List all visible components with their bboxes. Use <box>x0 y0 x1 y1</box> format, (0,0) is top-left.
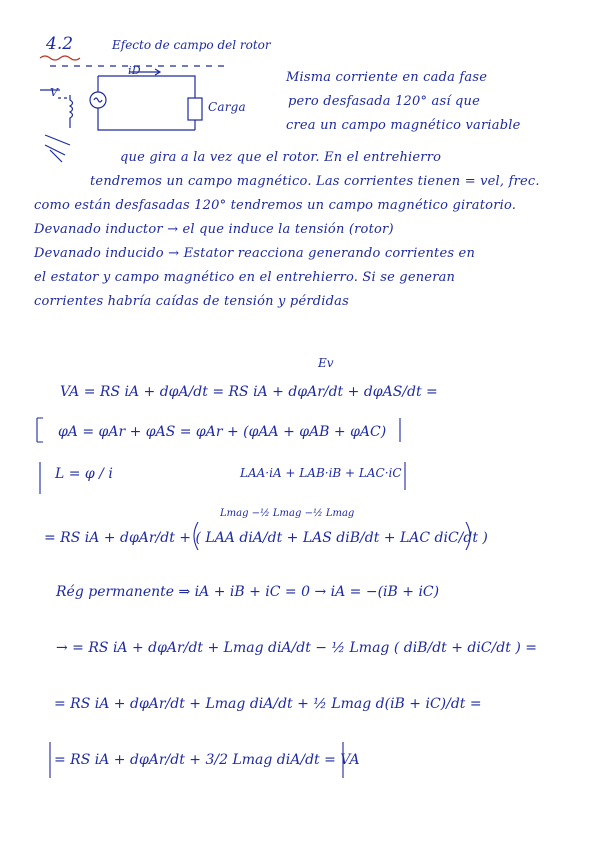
note-right-2: pero desfasada 120° así que <box>288 94 481 109</box>
note-line-1: que gira a la vez que el rotor. En el entrehierro <box>120 150 442 165</box>
section-number: 4.2 <box>46 34 74 54</box>
equation-2: φA = φAr + φAS = φAr + (φAA + φAB + φAC) <box>58 424 387 440</box>
equation-3: L = φ / i <box>55 466 113 482</box>
voltage-label: V <box>50 86 59 99</box>
note-right-1: Misma corriente en cada fase <box>286 70 488 85</box>
current-label: iD <box>128 64 141 77</box>
note-line-5: Devanado inducido → Estator reacciona generando corrientes en <box>34 246 476 261</box>
section-title: Efecto de campo del rotor <box>112 38 271 52</box>
equation-7: = RS iA + dφAr/dt + Lmag diA/dt + ½ Lmag d(iB + iC)/dt = <box>54 696 482 712</box>
note-line-7: corrientes habría caídas de tensión y pérdidas <box>34 294 349 309</box>
ev-label: Ev <box>318 356 334 370</box>
equation-1: VA = RS iA + dφA/dt = RS iA + dφAr/dt + dφAS/dt = <box>60 384 438 400</box>
note-line-3: como están desfasadas 120° tendremos un campo magnético giratorio. <box>34 198 517 213</box>
equation-8: = RS iA + dφAr/dt + 3/2 Lmag diA/dt = VA <box>54 752 360 768</box>
equation-4-annotations: Lmag −½ Lmag −½ Lmag <box>220 508 355 519</box>
equation-3b: LAA·iA + LAB·iB + LAC·iC <box>240 466 402 480</box>
load-label: Carga <box>208 100 246 114</box>
note-right-3: crea un campo magnético variable <box>286 118 521 133</box>
note-line-4: Devanado inductor → el que induce la tensión (rotor) <box>34 222 394 237</box>
note-line-6: el estator y campo magnético en el entrehierro. Si se generan <box>34 270 456 285</box>
equation-4: = RS iA + dφAr/dt + ( LAA diA/dt + LAS diB/dt + LAC diC/dt ) <box>44 530 488 546</box>
note-line-2: tendremos un campo magnético. Las corrientes tienen = vel, frec. <box>90 174 540 189</box>
equation-6: → = RS iA + dφAr/dt + Lmag diA/dt − ½ Lmag ( diB/dt + diC/dt ) = <box>56 640 537 656</box>
equation-5: Rég permanente ⇒ iA + iB + iC = 0 → iA = −(iB + iC) <box>56 584 440 600</box>
